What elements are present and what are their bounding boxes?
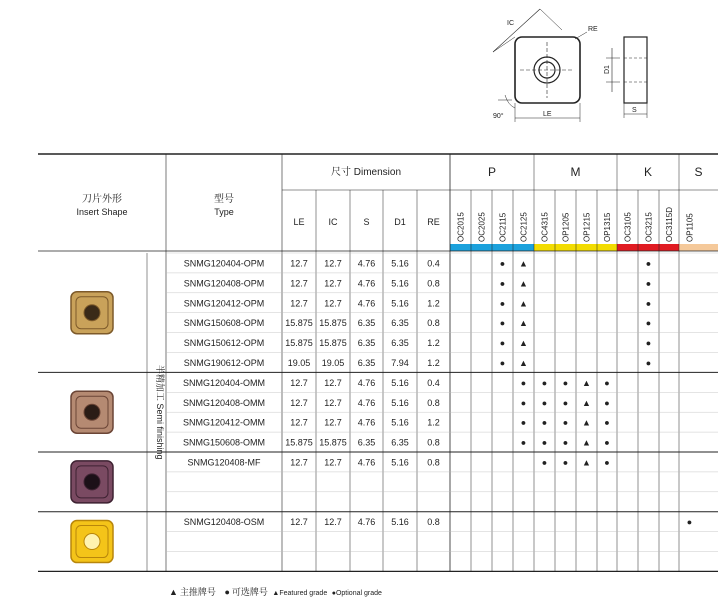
optional-mark: ●: [541, 377, 548, 388]
re-label: RE: [588, 26, 598, 33]
grade-oc2025: OC2025: [477, 212, 487, 242]
optional-mark: ●: [562, 377, 569, 388]
row-dim: 4.76: [357, 517, 376, 528]
insert-opm-hole: [84, 305, 100, 321]
row-dim: 4.76: [357, 417, 376, 428]
row-dim: 0.8: [427, 457, 440, 468]
optional-mark: ●: [604, 457, 610, 468]
row-dim: 15.875: [319, 338, 347, 349]
row-type: SNMG190612-OPM: [183, 357, 265, 368]
row-dim: 12.7: [290, 377, 308, 388]
header-type-cn: 型号: [214, 194, 234, 205]
optional-mark: ●: [541, 417, 548, 428]
row-dim: 12.7: [290, 397, 308, 408]
optional-mark: ●: [562, 457, 569, 468]
row-dim: 12.7: [290, 457, 308, 468]
row-dim: 12.7: [290, 417, 308, 428]
optional-mark: ●: [645, 298, 652, 309]
row-dim: 4.76: [357, 457, 376, 468]
optional-mark: ●: [645, 278, 652, 289]
row-dim: 6.35: [357, 318, 376, 329]
grade-op1215: OP1215: [582, 212, 592, 242]
optional-mark: ●: [520, 417, 527, 428]
row-type: SNMG120408-OPM: [183, 278, 265, 289]
dim-col-s: S: [363, 217, 370, 227]
row-dim: 12.7: [324, 258, 342, 269]
optional-mark: ●: [499, 338, 506, 349]
group-stripe-k: [617, 244, 679, 251]
optional-mark: ●: [562, 397, 569, 408]
grade-op1105: OP1105: [685, 213, 695, 242]
optional-mark: ●: [520, 377, 527, 388]
featured-mark: ▲: [519, 338, 528, 349]
row-dim: 15.875: [285, 437, 313, 448]
grade-oc2015: OC2015: [456, 212, 466, 242]
header-dimension: 尺寸 Dimension: [330, 167, 402, 178]
row-type: SNMG120412-OPM: [183, 298, 265, 309]
legend-optional-cn: 可选牌号: [231, 587, 268, 597]
row-dim: 12.7: [324, 397, 342, 408]
featured-mark: ▲: [582, 437, 591, 448]
row-dim: 12.7: [290, 278, 308, 289]
legend-featured-en: ▲Featured grade: [272, 590, 328, 597]
featured-mark: ▲: [519, 298, 528, 309]
row-dim: 12.7: [324, 417, 342, 428]
row-type: SNMG120408-OSM: [183, 517, 265, 528]
row-dim: 15.875: [285, 318, 313, 329]
row-dim: 4.76: [357, 377, 376, 388]
optional-mark: ●: [604, 437, 610, 448]
optional-mark: ●: [541, 397, 548, 408]
legend: [169, 585, 384, 598]
group-s: S: [694, 165, 703, 179]
optional-mark: ●: [645, 357, 652, 368]
row-dim: 15.875: [319, 437, 347, 448]
optional-mark: ●: [645, 258, 652, 269]
row-dim: 5.16: [391, 298, 409, 309]
optional-mark: ●: [686, 517, 693, 528]
row-dim: 5.16: [391, 517, 409, 528]
row-dim: 7.94: [391, 357, 409, 368]
group-stripe-m: [534, 244, 617, 251]
featured-mark: ▲: [519, 357, 528, 368]
optional-mark: ●: [604, 377, 610, 388]
insert-omm-hole: [84, 404, 100, 420]
row-dim: 5.16: [391, 278, 409, 289]
optional-mark: ●: [499, 258, 506, 269]
row-type: SNMG150612-OPM: [183, 338, 265, 349]
group-m: M: [570, 165, 581, 179]
optional-mark: ●: [562, 437, 569, 448]
featured-mark: ▲: [519, 278, 528, 289]
row-dim: 6.35: [357, 437, 376, 448]
row-type: SNMG150608-OPM: [183, 318, 265, 329]
d1-label: D1: [604, 65, 611, 74]
header-type-en: Type: [214, 207, 234, 217]
row-dim: 6.35: [391, 318, 409, 329]
featured-mark: ▲: [582, 397, 591, 408]
le-label: LE: [543, 111, 552, 118]
grade-oc4315: OC4315: [540, 212, 550, 242]
row-dim: 0.8: [427, 318, 440, 329]
insert-osm-hole: [84, 534, 100, 550]
row-dim: 12.7: [324, 457, 342, 468]
group-k: K: [643, 165, 653, 179]
row-dim: 12.7: [290, 298, 308, 309]
row-type: SNMG120408-OMM: [182, 397, 266, 408]
row-type: SNMG120404-OPM: [183, 258, 265, 269]
row-dim: 4.76: [357, 278, 376, 289]
optional-mark: ●: [645, 338, 652, 349]
row-dim: 5.16: [391, 417, 409, 428]
optional-mark: ●: [499, 318, 506, 329]
row-dim: 19.05: [287, 357, 311, 368]
row-dim: 0.8: [427, 517, 440, 528]
optional-mark: ●: [604, 417, 610, 428]
row-type: SNMG120404-OMM: [182, 377, 266, 388]
row-dim: 12.7: [290, 258, 308, 269]
featured-mark: ▲: [519, 258, 528, 269]
group-stripe-s: [679, 244, 718, 251]
grade-oc3105: OC3105: [623, 212, 633, 242]
s-label: S: [632, 107, 637, 114]
row-dim: 0.4: [427, 258, 440, 269]
row-dim: 1.2: [427, 417, 440, 428]
grade-oc2125: OC2125: [519, 212, 529, 242]
optional-mark: ●: [645, 318, 652, 329]
row-dim: 15.875: [319, 318, 347, 329]
optional-mark: ●: [520, 437, 527, 448]
optional-mark: ●: [520, 397, 527, 408]
row-dim: 5.16: [391, 258, 409, 269]
header-shape-cn: 刀片外形: [82, 194, 122, 205]
grade-op1315: OP1315: [603, 212, 612, 242]
legend-featured-mark: ▲: [169, 587, 178, 597]
insert-mf-hole: [84, 474, 100, 490]
featured-mark: ▲: [582, 457, 591, 468]
row-dim: 6.35: [357, 338, 376, 349]
row-dim: 1.2: [427, 357, 440, 368]
row-type: SNMG120408-MF: [187, 457, 261, 468]
dim-col-d1: D1: [394, 217, 406, 227]
row-dim: 4.76: [357, 298, 376, 309]
row-dim: 15.875: [285, 338, 313, 349]
dim-col-ic: IC: [328, 217, 338, 227]
row-dim: 12.7: [324, 278, 342, 289]
featured-mark: ▲: [582, 417, 591, 428]
angle-label: 90°: [493, 113, 504, 120]
header-shape-en: Insert Shape: [76, 207, 128, 217]
row-dim: 4.76: [357, 397, 376, 408]
row-dim: 0.4: [427, 377, 440, 388]
legend-optional-en: ●Optional grade: [331, 590, 382, 597]
row-dim: 12.7: [324, 517, 342, 528]
row-dim: 5.16: [391, 377, 409, 388]
optional-mark: ●: [499, 357, 506, 368]
legend-optional-mark: ●: [224, 587, 230, 597]
dim-col-le: LE: [293, 217, 305, 227]
optional-mark: ●: [541, 437, 548, 448]
row-dim: 12.7: [324, 377, 342, 388]
row-dim: 1.2: [427, 298, 440, 309]
row-dim: 0.8: [427, 397, 440, 408]
row-dim: 6.35: [391, 338, 409, 349]
row-dim: 5.16: [391, 397, 409, 408]
grade-oc3215: OC3215: [644, 212, 654, 242]
optional-mark: ●: [499, 298, 506, 309]
legend-featured-cn: 主推牌号: [179, 587, 216, 597]
row-type: SNMG120412-OMM: [182, 417, 266, 428]
grade-op1205: OP1205: [561, 212, 571, 242]
row-dim: 12.7: [290, 517, 308, 528]
dim-col-re: RE: [427, 217, 440, 227]
section-label: 半精加工 Semi finishing: [155, 364, 165, 460]
row-type: SNMG150608-OMM: [182, 437, 266, 448]
grade-oc3115d: OC3115D: [665, 207, 674, 242]
row-dim: 0.8: [427, 437, 440, 448]
group-p: P: [487, 165, 497, 179]
row-dim: 6.35: [357, 357, 376, 368]
optional-mark: ●: [541, 457, 548, 468]
optional-mark: ●: [604, 397, 610, 408]
ic-label: IC: [507, 20, 514, 27]
featured-mark: ▲: [582, 377, 591, 388]
row-dim: 19.05: [321, 357, 345, 368]
row-dim: 1.2: [427, 338, 440, 349]
grade-oc2115: OC2115: [498, 212, 508, 242]
featured-mark: ▲: [519, 318, 528, 329]
row-dim: 4.76: [357, 258, 376, 269]
row-dim: 0.8: [427, 278, 440, 289]
row-dim: 5.16: [391, 457, 409, 468]
row-dim: 12.7: [324, 298, 342, 309]
row-dim: 6.35: [391, 437, 409, 448]
optional-mark: ●: [499, 278, 506, 289]
optional-mark: ●: [562, 417, 569, 428]
